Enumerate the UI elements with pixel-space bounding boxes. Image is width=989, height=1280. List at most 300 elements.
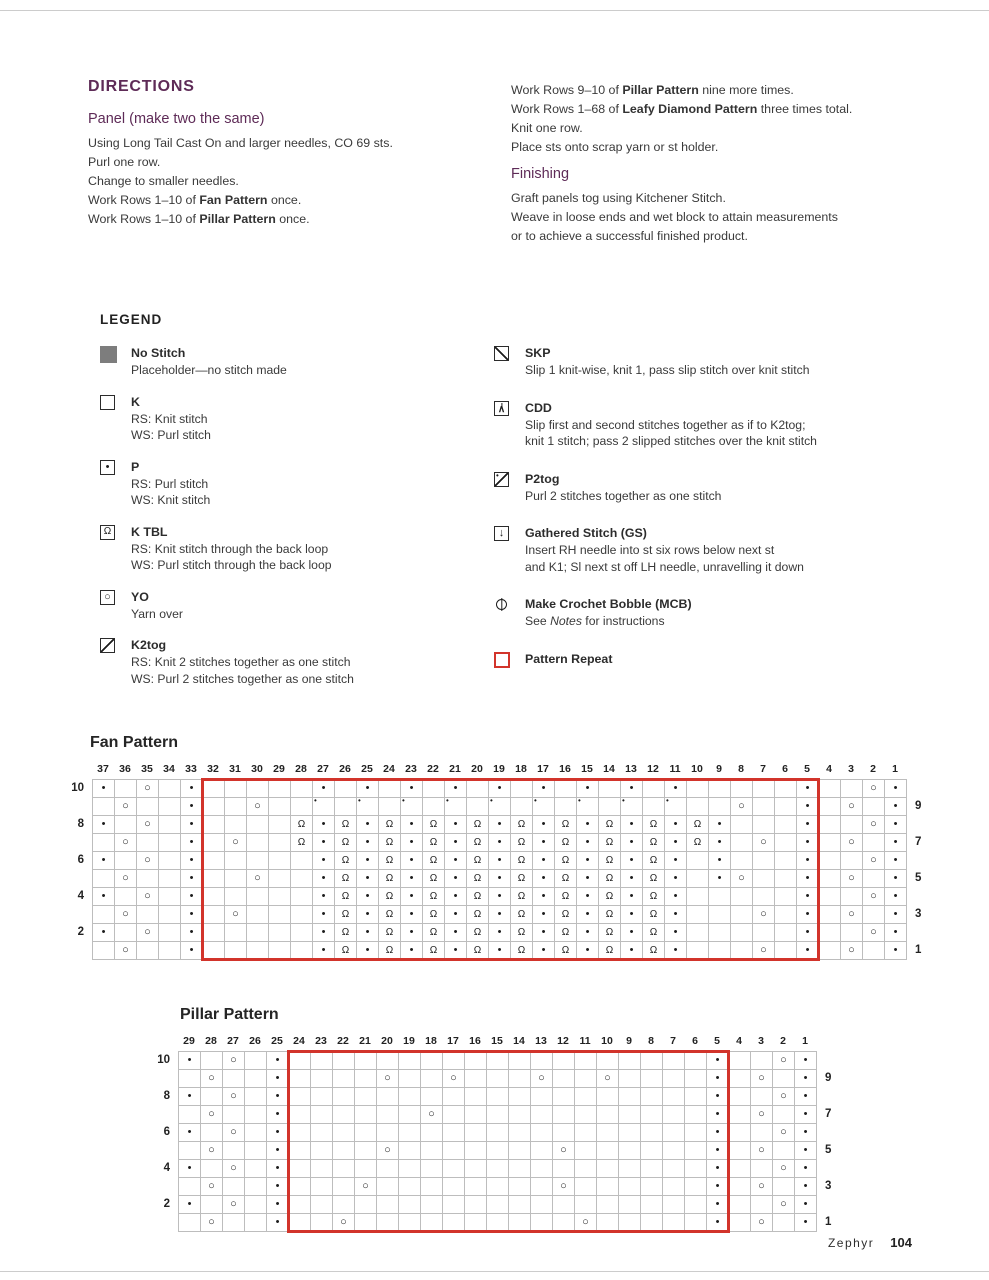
chart-cell-k2tog: [773, 1178, 795, 1196]
legend-entry-text: [131, 589, 183, 623]
chart-cell-k2tog: [731, 834, 753, 852]
chart-cell-knit: [225, 870, 247, 888]
column-number: 27: [227, 1035, 239, 1047]
row-number: 2: [163, 1198, 170, 1210]
chart-cell-knit: [619, 1142, 641, 1160]
chart-cell-knit: [377, 1214, 399, 1232]
row-number: [152, 1177, 178, 1195]
chart-cell-ktbl: [335, 924, 357, 942]
chart-cell-yo: [137, 924, 159, 942]
chart-cell-ktbl: [335, 816, 357, 834]
chart-cell-knit: [641, 1160, 663, 1178]
charts-section: [71, 734, 922, 1232]
pillar-pattern-grid: [152, 1051, 912, 1232]
chart-cell-yo: [531, 1070, 553, 1088]
chart-cell-nostitch: [731, 924, 753, 942]
column-number: 15: [491, 1035, 503, 1047]
chart-cell-knit: [775, 924, 797, 942]
chart-cell-ktbl: [511, 942, 533, 960]
chart-cell-knit: [509, 1142, 531, 1160]
chart-cell-knit: [421, 1124, 443, 1142]
chart-cell-knit: [509, 1178, 531, 1196]
chart-cell-yo: [201, 1106, 223, 1124]
column-number: 14: [513, 1035, 525, 1047]
chart-cell-nostitch: [269, 924, 291, 942]
chart-cell-yo: [247, 870, 269, 888]
chart-cell-purl: [665, 924, 687, 942]
chart-cell-knit: [553, 1124, 575, 1142]
chart-cell-knit: [225, 888, 247, 906]
chart-cell-knit: [685, 1214, 707, 1232]
chart-cell-yo: [863, 924, 885, 942]
chart-cell-purl: [445, 816, 467, 834]
row-number: [907, 815, 933, 833]
chart-cell-yo: [201, 1142, 223, 1160]
column-number: 21: [359, 1035, 371, 1047]
chart-cell-knit: [377, 1124, 399, 1142]
chart-cell-knit: [245, 1160, 267, 1178]
chart-cell-ktbl: [467, 852, 489, 870]
column-number: 12: [557, 1035, 569, 1047]
chart-cell-ktbl: [379, 906, 401, 924]
chart-cell-nostitch: [643, 798, 665, 816]
chart-cell-purl: [795, 1052, 817, 1070]
chart-cell-knit: [225, 816, 247, 834]
legend-item: [100, 589, 494, 623]
finishing-instructions: [511, 189, 912, 246]
chart-cell-knit: [333, 1142, 355, 1160]
legend-symbol-cell: [494, 596, 525, 630]
chart-cell-purl: [885, 780, 907, 798]
chart-cell-purl: [489, 924, 511, 942]
chart-cell-ktbl: [643, 870, 665, 888]
column-number: 29: [183, 1035, 195, 1047]
chart-cell-knit: [93, 798, 115, 816]
chart-cell-k2tog: [137, 906, 159, 924]
panel-subheading: Panel (make two the same): [88, 111, 265, 127]
chart-cell-knit: [553, 1214, 575, 1232]
chart-cell-knit: [729, 1160, 751, 1178]
chart-cell-knit: [245, 1070, 267, 1088]
chart-cell-k2tog: [773, 1214, 795, 1232]
chart-cell-purl: [357, 924, 379, 942]
column-number: 10: [691, 763, 703, 775]
chart-cell-k2tog: [201, 1124, 223, 1142]
direction-line: or to achieve a successful finished product.: [511, 229, 748, 243]
chart-cell-purl: [885, 924, 907, 942]
chart-cell-knit: [399, 1052, 421, 1070]
chart-row: [179, 1052, 817, 1070]
chart-cell-ktbl: [291, 834, 313, 852]
chart-cell-purl: [707, 1070, 729, 1088]
chart-cell-purl: [93, 816, 115, 834]
chart-cell-k2tog: [751, 1160, 773, 1178]
chart-row: [179, 1142, 817, 1160]
chart-cell-purl: [445, 852, 467, 870]
chart-cell-ktbl: [291, 816, 313, 834]
chart-cell-knit: [159, 798, 181, 816]
column-number: 24: [383, 763, 395, 775]
chart-cell-knit: [443, 1196, 465, 1214]
chart-cell-purl: [533, 816, 555, 834]
chart-cell-knit: [641, 1106, 663, 1124]
row-number: [817, 1159, 843, 1177]
chart-cell-ktbl: [599, 870, 621, 888]
chart-cell-ktbl: [555, 834, 577, 852]
column-number: 26: [249, 1035, 261, 1047]
chart-cell-purl: [93, 780, 115, 798]
chart-cell-knit: [399, 1160, 421, 1178]
row-number: [907, 851, 933, 869]
chart-cell-nostitch: [269, 942, 291, 960]
chart-cell-purl: [797, 834, 819, 852]
chart-cell-knit: [333, 1070, 355, 1088]
chart-cell-p2tog: [577, 798, 599, 816]
chart-cell-p2tog: [533, 798, 555, 816]
chart-cell-purl: [665, 888, 687, 906]
chart-cell-nostitch: [335, 798, 357, 816]
column-number: 8: [738, 763, 744, 775]
chart-cell-purl: [489, 870, 511, 888]
chart-cell-yo: [333, 1214, 355, 1232]
chart-cell-yo: [841, 906, 863, 924]
chart-cell-nostitch: [291, 888, 313, 906]
chart-cell-k2tog: [863, 798, 885, 816]
chart-cell-yo: [201, 1070, 223, 1088]
chart-cell-knit: [775, 780, 797, 798]
chart-cell-purl: [401, 888, 423, 906]
chart-cell-ktbl: [467, 906, 489, 924]
k2tog-symbol-icon: [100, 638, 115, 653]
directions-title: DIRECTIONS: [88, 78, 195, 95]
chart-cell-purl: [93, 888, 115, 906]
chart-cell-purl: [709, 852, 731, 870]
chart-cell-yo: [753, 834, 775, 852]
chart-cell-yo: [115, 834, 137, 852]
chart-cell-purl: [489, 906, 511, 924]
chart-cell-knit: [311, 1178, 333, 1196]
directions-section: [88, 78, 912, 246]
legend-symbol-cell: [494, 471, 525, 505]
column-number: 9: [716, 763, 722, 775]
chart-row: [93, 888, 907, 906]
chart-cell-ktbl: [599, 888, 621, 906]
chart-cell-knit: [687, 780, 709, 798]
chart-cell-purl: [665, 816, 687, 834]
chart-cell-ktbl: [423, 816, 445, 834]
chart-cell-yo: [863, 852, 885, 870]
chart-cell-knit: [575, 1088, 597, 1106]
chart-cell-purl: [533, 870, 555, 888]
chart-cell-knit: [203, 870, 225, 888]
row-numbers-left: [66, 779, 92, 959]
chart-cell-purl: [179, 1088, 201, 1106]
chart-cell-yo: [223, 1088, 245, 1106]
chart-cell-knit: [333, 1196, 355, 1214]
chart-cell-knit: [709, 780, 731, 798]
chart-cell-ktbl: [335, 942, 357, 960]
chart-cell-knit: [333, 1106, 355, 1124]
chart-cell-ktbl: [555, 870, 577, 888]
chart-cell-knit: [531, 1196, 553, 1214]
fan-pattern-grid: [66, 779, 922, 960]
chart-cell-knit: [575, 1160, 597, 1178]
chart-cell-knit: [159, 816, 181, 834]
chart-cell-knit: [399, 1070, 421, 1088]
chart-cell-knit: [159, 942, 181, 960]
chart-cell-knit: [619, 1178, 641, 1196]
chart-cell-knit: [597, 1160, 619, 1178]
chart-cell-knit: [333, 1052, 355, 1070]
chart-cell-knit: [597, 1142, 619, 1160]
row-number: [152, 1213, 178, 1231]
row-number: 4: [163, 1162, 170, 1174]
chart-cell-yo: [731, 870, 753, 888]
chart-cell-knit: [245, 1178, 267, 1196]
chart-cell-knit: [597, 1052, 619, 1070]
chart-cell-ktbl: [467, 834, 489, 852]
chart-row: [93, 852, 907, 870]
row-number: [66, 797, 92, 815]
column-number: 14: [603, 763, 615, 775]
chart-cell-knit: [775, 906, 797, 924]
chart-cell-k2tog: [841, 852, 863, 870]
chart-cell-knit: [575, 1070, 597, 1088]
chart-cell-ktbl: [379, 924, 401, 942]
chart-cell-purl: [577, 834, 599, 852]
legend-section: [88, 312, 912, 702]
column-number: 18: [515, 763, 527, 775]
chart-cell-nostitch: [709, 924, 731, 942]
chart-cell-knit: [245, 1196, 267, 1214]
chart-cell-knit: [731, 888, 753, 906]
chart-cell-knit: [487, 1142, 509, 1160]
row-number: 2: [77, 926, 84, 938]
row-numbers-left: [152, 1051, 178, 1231]
chart-cell-ktbl: [643, 852, 665, 870]
column-number: 5: [804, 763, 810, 775]
chart-cell-ktbl: [643, 816, 665, 834]
column-number: 26: [339, 763, 351, 775]
legend-left-column: [88, 345, 494, 702]
column-number: 22: [337, 1035, 349, 1047]
row-number: 3: [915, 908, 922, 920]
chart-cell-purl: [797, 942, 819, 960]
legend-entry-text: [525, 651, 612, 668]
chart-cell-knit: [729, 1178, 751, 1196]
chart-cell-yo: [115, 942, 137, 960]
chart-cell-purl: [795, 1214, 817, 1232]
chart-cell-ktbl: [643, 906, 665, 924]
chart-row: [179, 1196, 817, 1214]
chart-cell-knit: [311, 1214, 333, 1232]
chart-cell-knit: [159, 780, 181, 798]
chart-cell-knit: [685, 1088, 707, 1106]
chart-cell-yo: [137, 780, 159, 798]
legend-item: [100, 345, 494, 379]
chart-cell-knit: [731, 906, 753, 924]
column-number: 11: [669, 763, 681, 775]
chart-cell-purl: [621, 888, 643, 906]
chart-cell-yo: [751, 1142, 773, 1160]
chart-cell-ktbl: [467, 924, 489, 942]
legend-description: WS: Purl stitch through the back loop: [131, 558, 332, 572]
chart-cell-skp: [247, 834, 269, 852]
chart-cell-knit: [729, 1088, 751, 1106]
ktbl-symbol-icon: [100, 525, 115, 540]
chart-cell-knit: [641, 1070, 663, 1088]
chart-cell-purl: [797, 924, 819, 942]
column-number: 9: [626, 1035, 632, 1047]
chart-cell-nostitch: [555, 798, 577, 816]
chart-cell-yo: [553, 1142, 575, 1160]
column-number: 28: [205, 1035, 217, 1047]
chart-cell-k2tog: [115, 816, 137, 834]
chart-cell-knit: [289, 1070, 311, 1088]
chart-cell-purl: [181, 924, 203, 942]
chart-cell-ktbl: [643, 942, 665, 960]
chart-cell-knit: [819, 798, 841, 816]
direction-line: Using Long Tail Cast On and larger needles, CO 69 sts.: [88, 136, 393, 150]
chart-cell-nostitch: [291, 906, 313, 924]
chart-cell-knit: [159, 906, 181, 924]
row-number: 1: [825, 1216, 832, 1228]
chart-cell-yo: [773, 1160, 795, 1178]
chart-cell-skp: [269, 798, 291, 816]
chart-cell-p2tog: [313, 798, 335, 816]
chart-cell-knit: [509, 1106, 531, 1124]
chart-cell-knit: [355, 1070, 377, 1088]
chart-cell-knit: [597, 1088, 619, 1106]
chart-cell-knit: [685, 1178, 707, 1196]
chart-cell-knit: [93, 870, 115, 888]
chart-cell-knit: [289, 1124, 311, 1142]
direction-line: Place sts onto scrap yarn or st holder.: [511, 140, 719, 154]
chart-cell-knit: [179, 1142, 201, 1160]
legend-term: P2tog: [525, 471, 560, 486]
pillar-pattern: [152, 1006, 912, 1232]
chart-cell-k2tog: [663, 1070, 685, 1088]
chart-cell-ktbl: [423, 870, 445, 888]
chart-cell-knit: [203, 888, 225, 906]
row-number: [66, 869, 92, 887]
chart-cell-knit: [203, 834, 225, 852]
chart-cell-nostitch: [291, 942, 313, 960]
chart-cell-knit: [421, 1070, 443, 1088]
chart-cell-knit: [421, 1214, 443, 1232]
chart-cell-nostitch: [379, 798, 401, 816]
chart-cell-ktbl: [379, 942, 401, 960]
chart-cell-purl: [181, 870, 203, 888]
column-number: 34: [163, 763, 175, 775]
chart-cell-knit: [179, 1178, 201, 1196]
chart-cell-knit: [819, 942, 841, 960]
chart-row: [93, 906, 907, 924]
chart-cell-yo: [553, 1178, 575, 1196]
chart-cell-knit: [443, 1124, 465, 1142]
chart-row: [93, 924, 907, 942]
chart-cell-knit: [421, 1142, 443, 1160]
chart-cell-ktbl: [467, 942, 489, 960]
column-number: 29: [273, 763, 285, 775]
chart-cell-knit: [399, 1106, 421, 1124]
column-number: 7: [760, 763, 766, 775]
chart-cell-yo: [377, 1142, 399, 1160]
chart-cell-knit: [729, 1070, 751, 1088]
chart-cell-knit: [663, 1178, 685, 1196]
column-number: 13: [625, 763, 637, 775]
chart-cell-ktbl: [511, 888, 533, 906]
chart-cell-knit: [377, 1196, 399, 1214]
chart-cell-knit: [597, 1214, 619, 1232]
cdd-symbol-icon: [494, 401, 509, 416]
direction-line: Knit one row.: [511, 121, 583, 135]
chart-cell-knit: [663, 1124, 685, 1142]
knit-symbol-icon: [100, 395, 115, 410]
chart-cell-knit: [753, 816, 775, 834]
column-number: 16: [559, 763, 571, 775]
chart-cell-yo: [443, 1070, 465, 1088]
page-footer: [828, 1235, 912, 1250]
chart-cell-knit: [245, 1106, 267, 1124]
chart-cell-k2tog: [509, 1070, 531, 1088]
legend-item: [494, 345, 912, 379]
chart-cell-knit: [333, 1178, 355, 1196]
chart-cell-nostitch: [379, 780, 401, 798]
chart-cell-ktbl: [379, 834, 401, 852]
chart-cell-ktbl: [467, 870, 489, 888]
chart-cell-purl: [181, 780, 203, 798]
chart-cell-nostitch: [467, 798, 489, 816]
column-number: 36: [119, 763, 131, 775]
chart-cell-purl: [577, 816, 599, 834]
chart-cell-knit: [245, 1052, 267, 1070]
legend-description: Slip first and second stitches together as if to K2tog;: [525, 417, 806, 432]
chart-cell-ktbl: [511, 834, 533, 852]
chart-cell-knit: [291, 780, 313, 798]
chart-row: [93, 870, 907, 888]
chart-cell-ktbl: [423, 924, 445, 942]
legend-description: RS: Knit 2 stitches together as one stitch: [131, 655, 351, 669]
chart-cell-knit: [355, 1142, 377, 1160]
chart-cell-knit: [465, 1106, 487, 1124]
column-number: 15: [581, 763, 593, 775]
legend-term: Gathered Stitch (GS): [525, 526, 647, 540]
chart-cell-purl: [179, 1052, 201, 1070]
chart-cell-p2tog: [621, 798, 643, 816]
chart-cell-ktbl: [335, 906, 357, 924]
chart-cell-knit: [289, 1196, 311, 1214]
chart-cell-knit: [775, 852, 797, 870]
column-number: 23: [315, 1035, 327, 1047]
chart-cell-knit: [269, 834, 291, 852]
repeat-symbol-icon: [494, 652, 510, 668]
chart-cell-knit: [355, 1214, 377, 1232]
direction-line: Purl one row.: [88, 155, 161, 169]
chart-cell-purl: [267, 1178, 289, 1196]
chart-cell-purl: [181, 906, 203, 924]
chart-cell-ktbl: [511, 870, 533, 888]
chart-cell-nostitch: [687, 924, 709, 942]
chart-cell-skp: [311, 1070, 333, 1088]
chart-cell-k2tog: [223, 1214, 245, 1232]
chart-cell-nostitch: [511, 780, 533, 798]
stitch-column-numbers: [92, 763, 912, 775]
chart-cell-purl: [489, 888, 511, 906]
chart-cell-purl: [795, 1178, 817, 1196]
column-number: 1: [802, 1035, 808, 1047]
legend-symbol-cell: [100, 589, 131, 623]
